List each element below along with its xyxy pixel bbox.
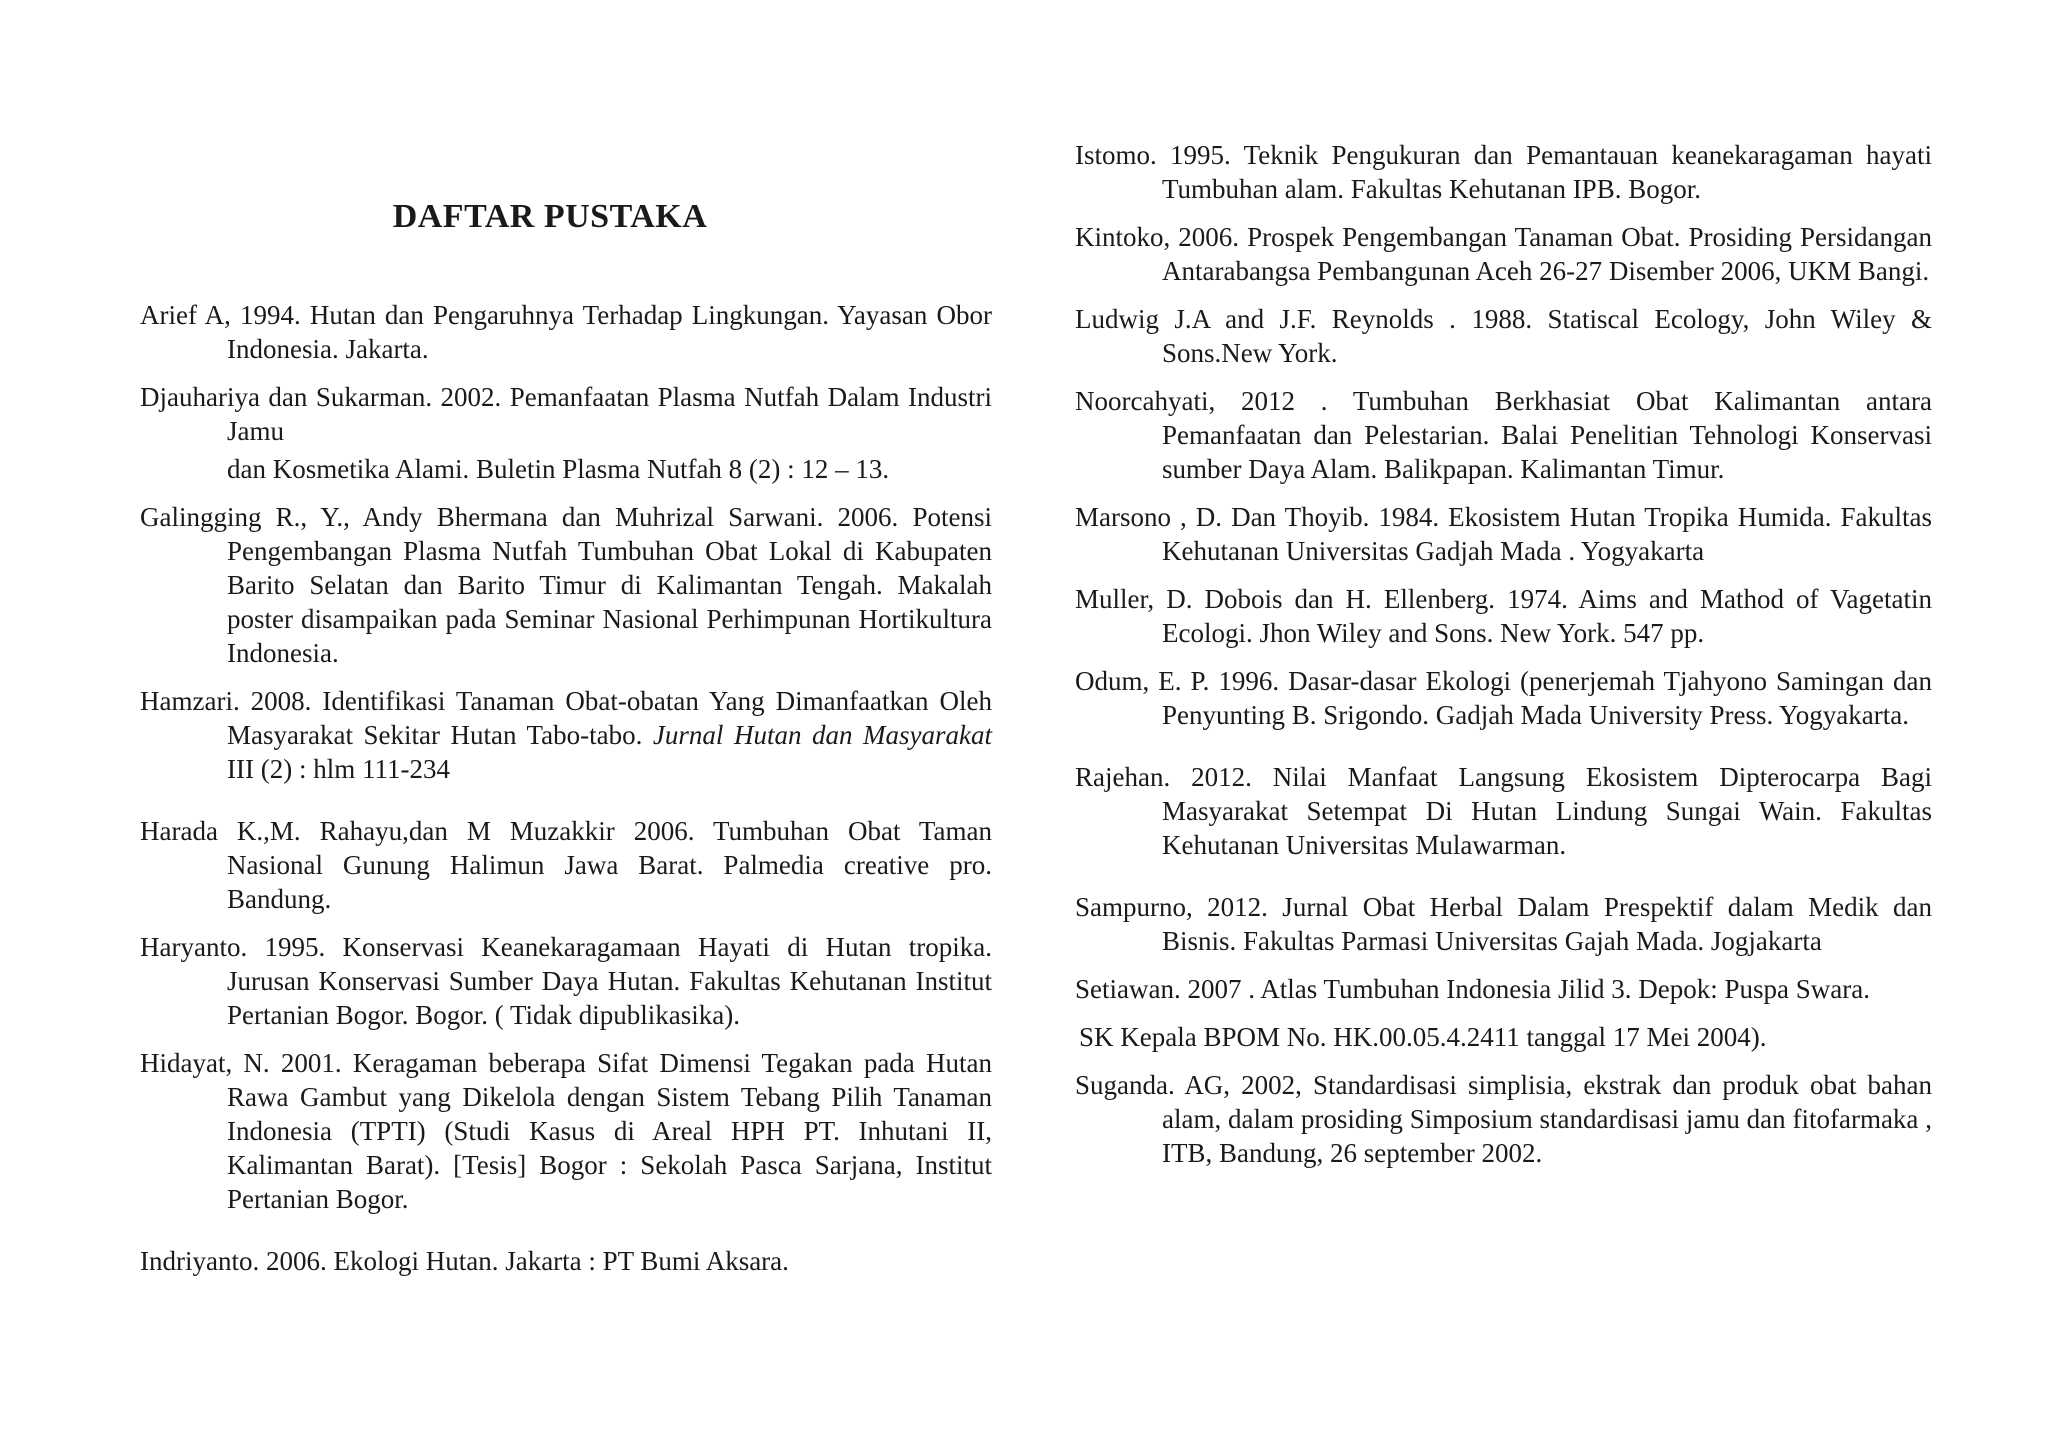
reference-item-continuation: dan Kosmetika Alami. Buletin Plasma Nutfah 8 (2) : 12 – 13. xyxy=(227,454,890,484)
reference-item: Haryanto. 1995. Konservasi Keanekaragamaan Hayati di Hutan tropika. Jurusan Konservasi Sumber Daya Hutan. Fakultas Kehutanan Institut Pertanian Bogor. Bogor. ( Tidak dipublikasika). xyxy=(140,932,992,1030)
reference-item: Hidayat, N. 2001. Keragaman beberapa Sifat Dimensi Tegakan pada Hutan Rawa Gambut yang Dikelola dengan Sistem Tebang Pilih Tanaman Indonesia (TPTI) (Studi Kasus di Areal HPH PT. Inhutani II, Kalimantan Barat). [Tesis] Bogor : Sekolah Pasca Sarjana, Institut Pertanian Bogor. xyxy=(140,1048,992,1214)
reference-item: Galingging R., Y., Andy Bhermana dan Muhrizal Sarwani. 2006. Potensi Pengembangan Plasma Nutfah Tumbuhan Obat Lokal di Kabupaten Barito Selatan dan Barito Timur di Kalimantan Tengah. Makalah poster disampaikan pada Seminar Nasional Perhimpunan Hortikultura Indonesia. xyxy=(140,502,992,668)
reference-item: Kintoko, 2006. Prospek Pengembangan Tanaman Obat. Prosiding Persidangan Antarabangsa Pembangunan Aceh 26-27 Disember 2006, UKM Bangi. xyxy=(1075,222,1932,286)
reference-list-left xyxy=(140,298,992,1292)
reference-text: Hamzari. 2008. Identifikasi Tanaman Obat-obatan Yang Dimanfaatkan Oleh Masyarakat Sekitar Hutan Tabo-tabo. xyxy=(140,686,992,750)
reference-item: Suganda. AG, 2002, Standardisasi simplisia, ekstrak dan produk obat bahan alam, dalam prosiding Simposium standardisasi jamu dan fitofarmaka , ITB, Bandung, 26 september 2002. xyxy=(1075,1070,1932,1168)
reference-item: Odum, E. P. 1996. Dasar-dasar Ekologi (penerjemah Tjahyono Samingan dan Penyunting B. Srigondo. Gadjah Mada University Press. Yogyakarta. xyxy=(1075,666,1932,730)
reference-item: Istomo. 1995. Teknik Pengukuran dan Pemantauan keanekaragaman hayati Tumbuhan alam. Fakultas Kehutanan IPB. Bogor. xyxy=(1075,140,1932,204)
reference-item: Marsono , D. Dan Thoyib. 1984. Ekosistem Hutan Tropika Humida. Fakultas Kehutanan Universitas Gadjah Mada . Yogyakarta xyxy=(1075,502,1932,566)
reference-item: Rajehan. 2012. Nilai Manfaat Langsung Ekosistem Dipterocarpa Bagi Masyarakat Setempat Di Hutan Lindung Sungai Wain. Fakultas Kehutanan Universitas Mulawarman. xyxy=(1075,762,1932,860)
reference-item: Sampurno, 2012. Jurnal Obat Herbal Dalam Prespektif dalam Medik dan Bisnis. Fakultas Parmasi Universitas Gajah Mada. Jogjakarta xyxy=(1075,892,1932,956)
journal-title: Jurnal Hutan dan Masyarakat xyxy=(652,720,992,750)
reference-item: Noorcahyati, 2012 . Tumbuhan Berkhasiat Obat Kalimantan antara Pemanfaatan dan Pelestarian. Balai Penelitian Tehnologi Konservasi sumber Daya Alam. Balikpapan. Kalimantan Timur. xyxy=(1075,386,1932,484)
reference-item xyxy=(140,684,992,786)
page-title: DAFTAR PUSTAKA xyxy=(392,198,708,235)
reference-text-rest: III (2) : hlm 111-234 xyxy=(227,754,450,784)
reference-item: Indriyanto. 2006. Ekologi Hutan. Jakarta : PT Bumi Aksara. xyxy=(140,1246,789,1276)
reference-item: Setiawan. 2007 . Atlas Tumbuhan Indonesia Jilid 3. Depok: Puspa Swara. xyxy=(1075,974,1870,1004)
reference-item: Ludwig J.A and J.F. Reynolds . 1988. Statiscal Ecology, John Wiley & Sons.New York. xyxy=(1075,304,1932,368)
reference-item: Muller, D. Dobois dan H. Ellenberg. 1974. Aims and Mathod of Vagetatin Ecologi. Jhon Wiley and Sons. New York. 547 pp. xyxy=(1075,584,1932,648)
reference-item: Harada K.,M. Rahayu,dan M Muzakkir 2006. Tumbuhan Obat Taman Nasional Gunung Halimun Jawa Barat. Palmedia creative pro. Bandung. xyxy=(140,816,992,914)
reference-item: Djauhariya dan Sukarman. 2002. Pemanfaatan Plasma Nutfah Dalam Industri Jamu xyxy=(140,382,992,446)
reference-list-right xyxy=(1075,138,1932,1184)
reference-item: Arief A, 1994. Hutan dan Pengaruhnya Terhadap Lingkungan. Yayasan Obor Indonesia. Jakarta. xyxy=(140,300,992,364)
reference-item: SK Kepala BPOM No. HK.00.05.4.2411 tanggal 17 Mei 2004). xyxy=(1079,1022,1767,1052)
